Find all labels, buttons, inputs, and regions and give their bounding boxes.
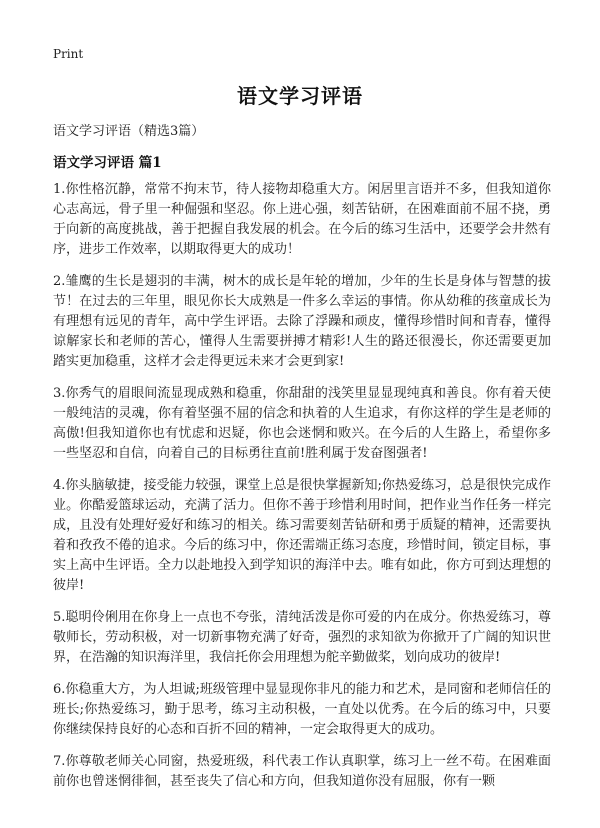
paragraph-list [53, 180, 551, 804]
paragraph: 2.雏鹰的生长是翅羽的丰满，树木的成长是年轮的增加，少年的生长是身体与智慧的拔节！在过去的三年里，眼见你长大成熟是一件多么幸运的事情。你从幼稚的孩童成长为有理想有远见的青年，高中学生评语。去除了浮躁和顽皮，懂得珍惜时间和青春，懂得谅解家长和老师的苦心，懂得人生需要拼搏才精彩!人生的路还很漫长，你还需要更加踏实更加稳重，这样才会走得更远未来才会更到家! [53, 274, 551, 369]
paragraph: 7.你尊敬老师关心同窗，热爱班级，科代表工作认真职掌，练习上一丝不苟。在困难面前你也曾迷惘徘徊，甚至丧失了信心和方向，但我知道你没有屈服，你有一颗 [53, 754, 551, 789]
paragraph: 1.你性格沉静，常常不拘末节，待人接物却稳重大方。闲居里言语并不多，但我知道你心志高远，骨子里一种倔强和坚忍。你上进心强，刻苦钻研，在困难面前不屈不挠，勇于向新的高度挑战，善于把握自我发展的机会。在今后的练习生活中，还要学会井然有序，进步工作效率，以期取得更大的成功！ [53, 182, 551, 257]
page-title: 语文学习评语 [237, 84, 363, 108]
section-heading: 语文学习评语 篇1 [53, 155, 162, 171]
document-subtitle: 语文学习评语（精选3篇） [53, 124, 205, 139]
paragraph: 4.你头脑敏捷，接受能力较强，课堂上总是很快掌握新知;你热爱练习，总是很快完成作业。你酷爱篮球运动，充满了活力。但你不善于珍惜利用时间，把作业当作任务一样完成，且没有处理好爱好和练习的相关。练习需要刻苦钻研和勇于质疑的精神，还需要执着和孜孜不倦的追求。今后的练习中，你还需端正练习态度，珍惜时间，锁定目标，事实上高中生评语。全力以赴地投入到学知识的海洋中去。唯有如此，你方可到达理想的彼岸! [53, 478, 551, 593]
paragraph: 6.你稳重大方，为人坦诚;班级管理中显显现你非凡的能力和艺术，是同窗和老师信任的班长;你热爱练习，勤于思考，练习主动积极，一直处以优秀。在今后的练习中，只要你继续保持良好的心态和百折不回的精神，一定会取得更大的成功。 [53, 682, 551, 737]
paragraph: 3.你秀气的眉眼间流显现成熟和稳重，你甜甜的浅笑里显显现纯真和善良。你有着天使一般纯洁的灵魂，你有着坚强不屈的信念和执着的人生追求，有你这样的学生是老师的高傲!但我知道你也有忧虑和迟疑，你也会迷惘和败兴。在今后的人生路上，希望你多一些坚忍和自信，向着自己的目标勇往直前!胜利属于发奋图强者! [53, 386, 551, 461]
print-label: Print [53, 47, 84, 61]
paragraph: 5.聪明伶俐用在你身上一点也不夸张，清纯活泼是你可爱的内在成分。你热爱练习，尊敬师长，劳动积极，对一切新事物充满了好奇，强烈的求知欲为你掀开了广阔的知识世界，在浩瀚的知识海洋里，我信托你会用理想为舵辛勤做桨，划向成功的彼岸! [53, 610, 551, 665]
